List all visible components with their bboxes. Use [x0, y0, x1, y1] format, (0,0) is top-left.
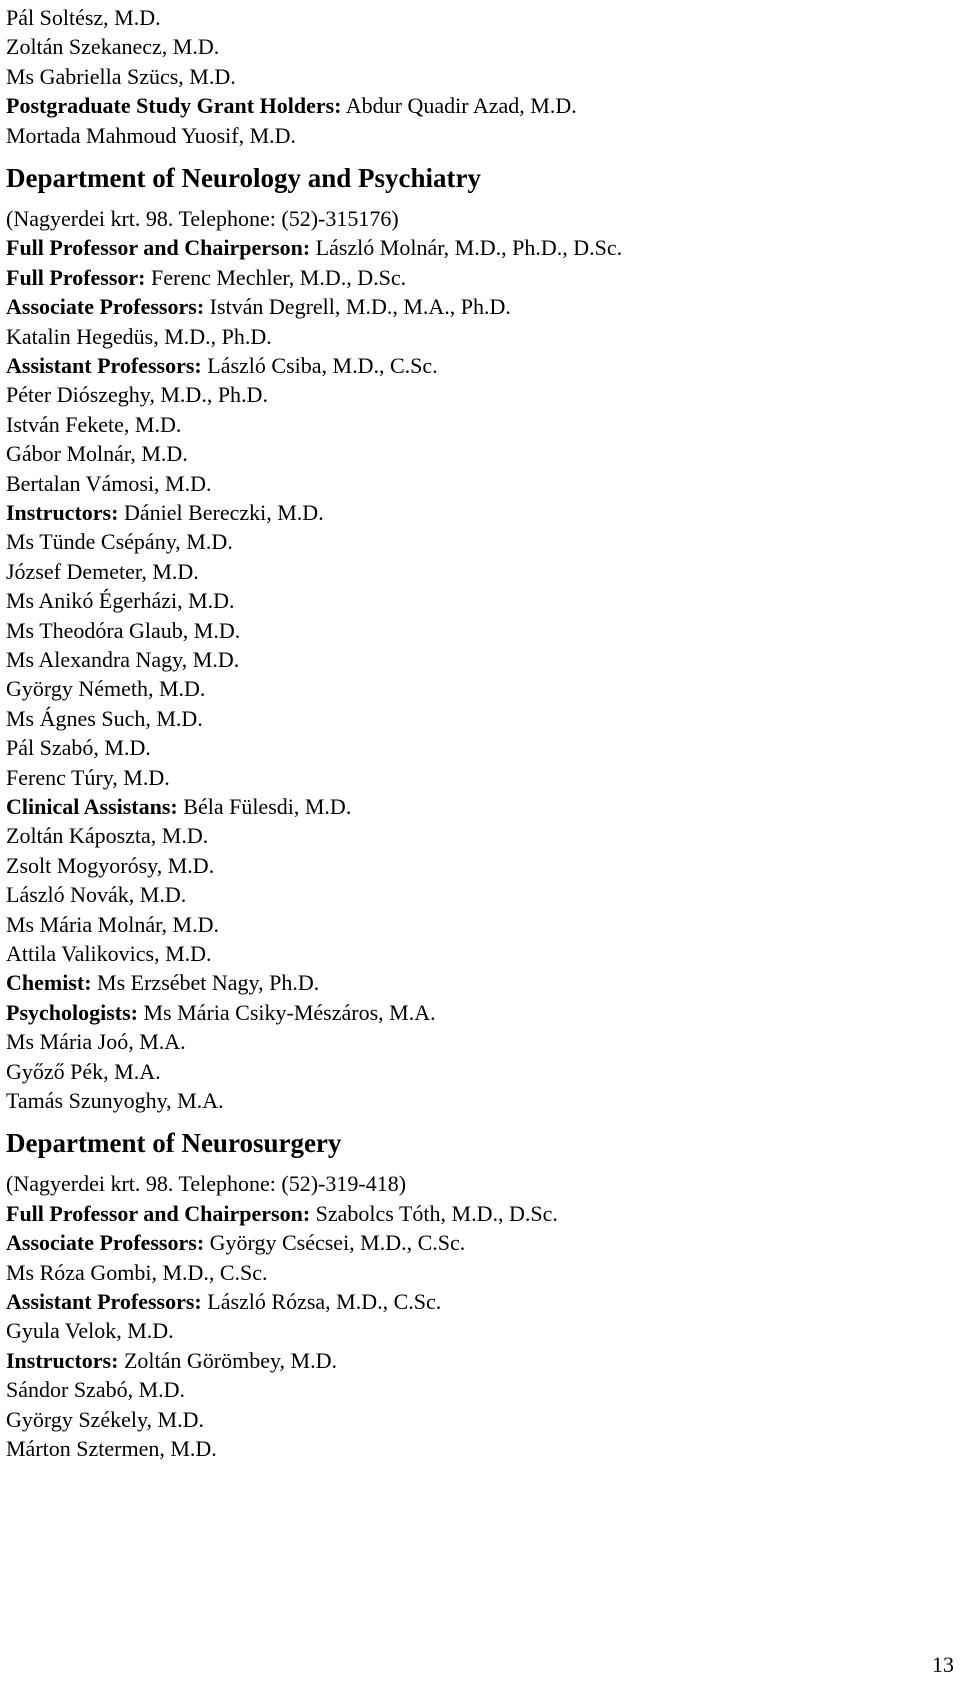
staff-name: Ms Gabriella Szücs, M.D. — [6, 63, 236, 89]
role-label: Assistant Professors: — [6, 353, 202, 378]
staff-name: (Nagyerdei krt. 98. Telephone: (52)-319-418) — [6, 1171, 407, 1197]
staff-line — [6, 703, 203, 734]
staff-name: (Nagyerdei krt. 98. Telephone: (52)-315176) — [6, 206, 399, 231]
staff-name: Márton Sztermen, M.D. — [6, 1436, 217, 1461]
staff-line — [6, 1168, 406, 1199]
staff-name: László Csiba, M.D., C.Sc. — [201, 353, 438, 378]
staff-line — [6, 31, 219, 62]
role-label: Instructors: — [6, 1347, 119, 1373]
role-label: Full Professor and Chairperson: — [6, 1200, 311, 1226]
role-label: Chemist: — [6, 970, 92, 996]
staff-line — [6, 2, 161, 33]
staff-line — [6, 732, 151, 763]
staff-line — [6, 90, 577, 121]
staff-name: György Németh, M.D. — [6, 676, 206, 702]
staff-line — [6, 526, 233, 557]
staff-line — [6, 1227, 465, 1258]
staff-name: Ms Erzsébet Nagy, Ph.D. — [91, 970, 320, 996]
staff-line — [6, 1315, 174, 1346]
staff-name: Béla Fülesdi, M.D. — [177, 794, 352, 819]
role-label: Associate Professors: — [6, 1230, 205, 1256]
staff-name: László Rózsa, M.D., C.Sc. — [201, 1289, 442, 1314]
role-label: Psychologists: — [6, 999, 138, 1025]
staff-name: Ms Tünde Csépány, M.D. — [6, 529, 233, 555]
staff-line — [6, 1056, 161, 1087]
staff-name: Ms Mária Joó, M.A. — [6, 1029, 186, 1055]
staff-name: Mortada Mahmoud Yuosif, M.D. — [6, 122, 297, 148]
staff-name: Zoltán Görömbey, M.D. — [118, 1347, 337, 1373]
staff-line — [6, 379, 268, 410]
staff-line — [6, 1345, 337, 1376]
staff-line — [6, 556, 199, 587]
staff-name: Zsolt Mogyorósy, M.D. — [6, 852, 215, 878]
staff-line — [6, 321, 272, 352]
staff-name: Ms Theodóra Glaub, M.D. — [6, 617, 241, 643]
staff-line — [6, 1257, 268, 1288]
staff-line — [6, 615, 240, 646]
staff-line — [6, 120, 296, 151]
staff-line — [6, 644, 239, 675]
role-label: Full Professor: — [6, 264, 146, 290]
staff-line — [6, 468, 212, 499]
staff-name: György Csécsei, M.D., C.Sc. — [204, 1230, 466, 1256]
staff-name: Ms Mária Csiky-Mészáros, M.A. — [138, 999, 436, 1025]
staff-name: Pál Soltész, M.D. — [6, 5, 161, 30]
staff-line — [6, 291, 511, 322]
role-label: Instructors: — [6, 500, 119, 525]
staff-line — [6, 967, 319, 998]
staff-line — [6, 497, 324, 528]
staff-line — [6, 1198, 558, 1229]
staff-line — [6, 1026, 186, 1057]
staff-name: László Novák, M.D. — [6, 882, 187, 908]
staff-name: István Degrell, M.D., M.A., Ph.D. — [204, 294, 511, 320]
staff-name: Bertalan Vámosi, M.D. — [6, 470, 212, 496]
staff-line — [6, 762, 170, 793]
page-number: 13 — [932, 1652, 954, 1677]
staff-name: Zoltán Szekanecz, M.D. — [6, 34, 220, 60]
staff-name: Ms Róza Gombi, M.D., C.Sc. — [6, 1259, 268, 1285]
role-label: Assistant Professors: — [6, 1289, 202, 1314]
staff-name: Győző Pék, M.A. — [6, 1058, 161, 1084]
staff-line — [6, 1433, 217, 1464]
staff-name: Péter Diószeghy, M.D., Ph.D. — [6, 382, 268, 408]
staff-line — [6, 673, 205, 704]
staff-line — [6, 1374, 185, 1405]
staff-name: Ms Anikó Égerházi, M.D. — [6, 588, 235, 614]
staff-line — [6, 1404, 204, 1435]
staff-line — [6, 232, 622, 263]
staff-line — [6, 262, 406, 293]
staff-line — [6, 997, 436, 1028]
staff-line — [6, 350, 438, 381]
staff-name: Pál Szabó, M.D. — [6, 735, 151, 761]
staff-name: Ferenc Túry, M.D. — [6, 764, 170, 790]
staff-name: József Demeter, M.D. — [6, 558, 199, 584]
section-heading: Department of Neurology and Psychiatry — [6, 163, 481, 193]
staff-name: Ms Alexandra Nagy, M.D. — [6, 647, 240, 672]
staff-name: Katalin Hegedüs, M.D., Ph.D. — [6, 323, 272, 349]
staff-name: Zoltán Káposzta, M.D. — [6, 823, 209, 849]
staff-line — [6, 850, 214, 881]
staff-name: Dániel Bereczki, M.D. — [118, 500, 324, 525]
staff-line — [6, 1286, 441, 1317]
staff-name: Ms Ágnes Such, M.D. — [6, 705, 203, 731]
staff-line — [6, 820, 208, 851]
section-heading: Department of Neurosurgery — [6, 1128, 342, 1159]
role-label: Postgraduate Study Grant Holders: — [6, 93, 342, 119]
staff-name: Gábor Molnár, M.D. — [6, 441, 188, 467]
staff-line — [6, 938, 212, 969]
staff-line — [6, 791, 351, 822]
staff-name: Gyula Velok, M.D. — [6, 1318, 174, 1344]
staff-name: Sándor Szabó, M.D. — [6, 1377, 186, 1403]
role-label: Associate Professors: — [6, 294, 205, 320]
staff-name: Ferenc Mechler, M.D., D.Sc. — [145, 264, 407, 290]
staff-name: László Molnár, M.D., Ph.D., D.Sc. — [310, 235, 623, 261]
staff-line — [6, 585, 235, 616]
role-label: Clinical Assistans: — [6, 794, 178, 819]
staff-name: Abdur Quadir Azad, M.D. — [341, 93, 577, 119]
staff-line — [6, 909, 219, 940]
staff-line — [6, 879, 186, 910]
staff-name: Ms Mária Molnár, M.D. — [6, 911, 219, 937]
staff-name: György Székely, M.D. — [6, 1406, 204, 1432]
role-label: Full Professor and Chairperson: — [6, 235, 311, 261]
staff-name: Szabolcs Tóth, M.D., D.Sc. — [310, 1200, 558, 1226]
staff-name: Attila Valikovics, M.D. — [6, 941, 212, 966]
staff-name: István Fekete, M.D. — [6, 411, 182, 437]
staff-name: Tamás Szunyoghy, M.A. — [6, 1088, 224, 1113]
staff-line — [6, 409, 181, 440]
staff-line — [6, 438, 188, 469]
staff-line — [6, 203, 399, 234]
staff-line — [6, 61, 236, 92]
staff-line — [6, 1085, 224, 1116]
